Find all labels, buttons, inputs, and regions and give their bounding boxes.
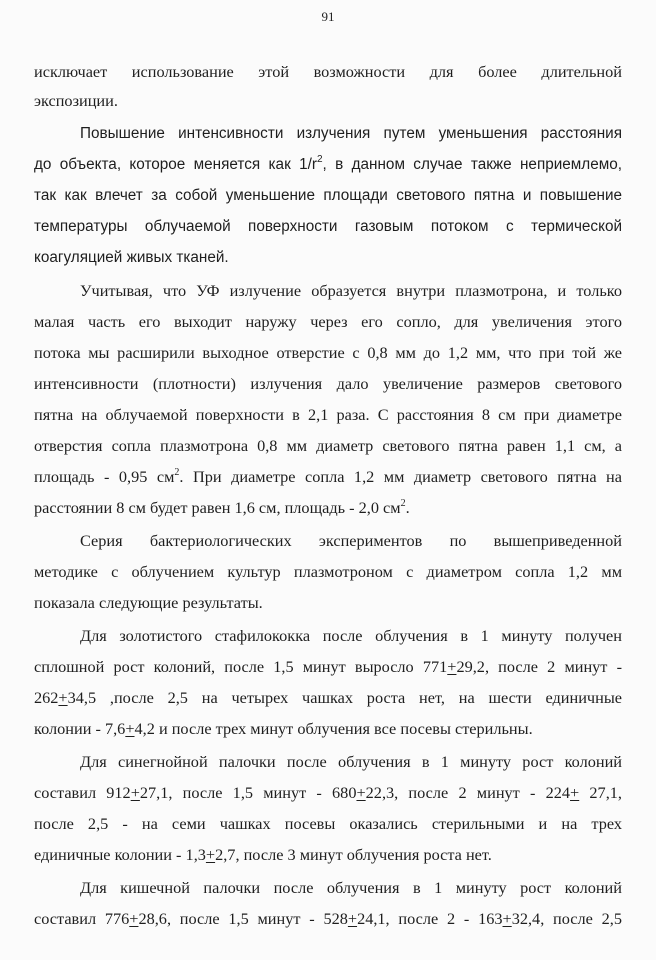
text-line: единичные колонии - 1,3+2,7, после 3 минут облучения роста нет. — [34, 845, 492, 864]
text-line: Для синегнойной палочки после облучения в 1 минуту рост колоний — [80, 752, 622, 771]
text-line: исключает использование этой возможности для более длительной — [34, 62, 622, 81]
text-line: отверстия сопла плазмотрона 0,8 мм диаметр светового пятна равен 1,1 см, а — [34, 436, 622, 455]
text-line: составил 912+27,1, после 1,5 минут - 680+22,3, после 2 минут - 224+ 27,1, — [34, 783, 622, 802]
text-line: 262+34,5 ,после 2,5 на четырех чашках роста нет, на шести единичные — [34, 688, 622, 707]
text-line: сплошной рост колоний, после 1,5 минут выросло 771+29,2, после 2 минут - — [34, 657, 622, 676]
text-line: Учитывая, что УФ излучение образуется внутри плазмотрона, и только — [80, 281, 622, 300]
text-line: коагуляцией живых тканей. — [34, 249, 229, 266]
text-line: Повышение интенсивности излучения путем уменьшения расстояния — [80, 125, 622, 142]
text-line: показала следующие результаты. — [34, 593, 263, 612]
text-line: Для золотистого стафилококка после облучения в 1 минуту получен — [80, 626, 622, 645]
text-line: колонии - 7,6+4,2 и после трех минут облучения все посевы стерильны. — [34, 719, 533, 738]
text-line: после 2,5 - на семи чашках посевы оказались стерильными и на трех — [34, 814, 622, 833]
text-line: малая часть его выходит наружу через его сопло, для увеличения этого — [34, 312, 622, 331]
text-line: расстоянии 8 см будет равен 1,6 см, площадь - 2,0 $см^2$. — [34, 497, 410, 517]
text-line: площадь - 0,95 $см^2$. При диаметре сопла 1,2 мм диаметр светового пятна на — [34, 466, 622, 486]
text-line: методике с облучением культур плазмотроном с диаметром сопла 1,2 мм — [34, 562, 622, 581]
text-line: интенсивности (плотности) излучения дало увеличение размеров светового — [34, 374, 622, 393]
text-line: Серия бактериологических экспериментов по вышеприведенной — [80, 531, 622, 550]
text-line: пятна на облучаемой поверхности в 2,1 раза. С расстояния 8 см при диаметре — [34, 405, 622, 424]
text-line: Для кишечной палочки после облучения в 1 минуту рост колоний — [80, 878, 622, 897]
page-number: 91 — [321, 9, 335, 24]
text-line: до объекта, которое меняется как $1/r^2$, в данном случае также неприемлемо, — [34, 153, 623, 173]
text-line: температуры облучаемой поверхности газовым потоком с термической — [34, 218, 622, 235]
text-line: экспозиции. — [34, 91, 118, 110]
text-line: потока мы расширили выходное отверстие с 0,8 мм до 1,2 мм, что при той же — [34, 343, 622, 362]
text-line: составил 776+28,6, после 1,5 минут - 528+24,1, после 2 - 163+32,4, после 2,5 — [34, 909, 622, 928]
text-line: так как влечет за собой уменьшение площади светового пятна и повышение — [34, 187, 622, 204]
